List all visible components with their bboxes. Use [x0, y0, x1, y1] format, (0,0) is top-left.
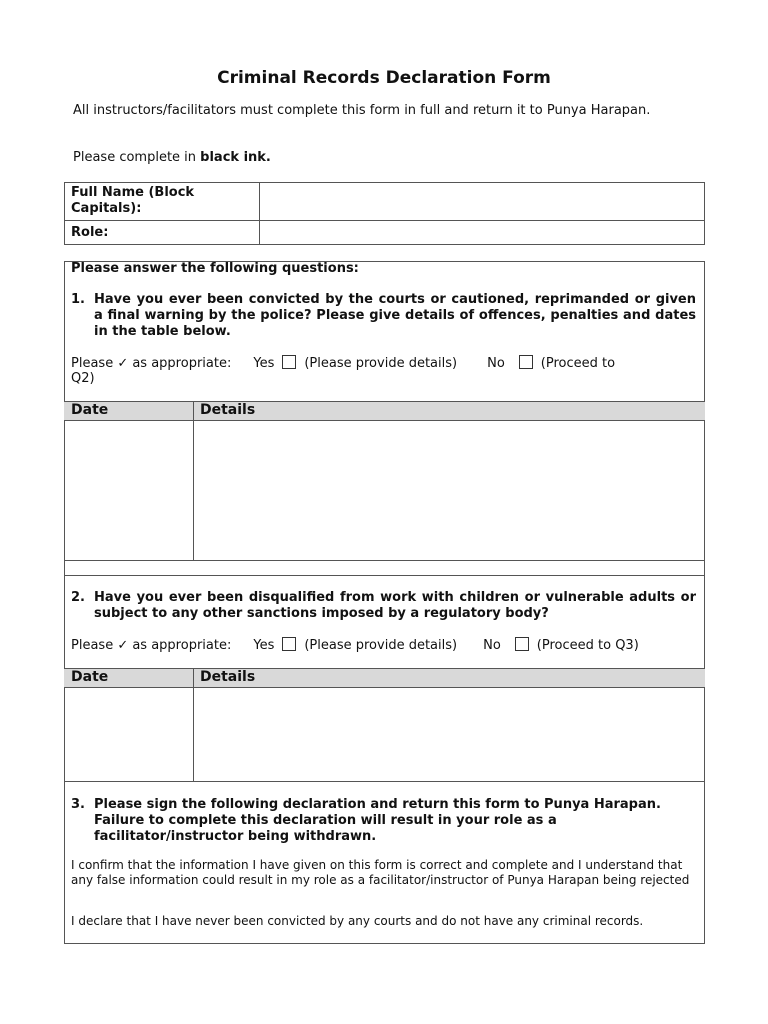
- q1-date-header: Date: [71, 402, 109, 418]
- q1-table-bottom: [64, 560, 705, 561]
- q1-details-cell[interactable]: [194, 421, 704, 559]
- q1-date-cell[interactable]: [65, 421, 193, 559]
- q3-number: 3.: [71, 797, 85, 812]
- full-name-label: Full Name (Block Capitals):: [71, 185, 195, 216]
- full-name-field[interactable]: [260, 183, 704, 220]
- q2-details-cell[interactable]: [194, 688, 704, 780]
- q1-yes-label: Yes: [253, 356, 275, 371]
- q2-yes-label: Yes: [253, 638, 275, 653]
- q1-no-note-wrap: Q2): [71, 371, 95, 386]
- q1-no-note: (Proceed to: [540, 356, 616, 371]
- q2-yes-checkbox[interactable]: [282, 637, 296, 651]
- q2-no-note: (Proceed to Q3): [536, 638, 639, 653]
- q1-table-header: [64, 401, 705, 421]
- q1-no-checkbox[interactable]: [519, 355, 533, 369]
- ink-instruction: [73, 150, 271, 165]
- q2-text: Have you ever been disqualified from work with children or vulnerable adults or subject to any other sanctions imposed by a regulatory body?: [94, 590, 696, 621]
- q2-yes-note: (Please provide details): [304, 638, 458, 653]
- role-label: Role:: [71, 225, 109, 240]
- q1-spacer-bottom: [64, 575, 705, 576]
- q2-table-header: [64, 668, 705, 688]
- q1-prompt: Please ✓ as appropriate:: [71, 356, 232, 371]
- q1-yes-checkbox[interactable]: [282, 355, 296, 369]
- q1-no-label: No: [487, 356, 505, 371]
- q3-text: Please sign the following declaration and return this form to Punya Harapan. Failure to complete this declaration will result in your role as a facilitator/instructor being withdrawn.: [94, 797, 661, 844]
- q2-no-checkbox[interactable]: [515, 637, 529, 651]
- questions-intro: Please answer the following questions:: [71, 261, 359, 276]
- q1-text: Have you ever been convicted by the courts or cautioned, reprimanded or given a final warning by the police? Please give details of offences, penalties and dates in the table below.: [94, 292, 696, 339]
- intro-text: All instructors/facilitators must complete this form in full and return it to Punya Harapan.: [73, 103, 651, 118]
- q2-answer-row: [71, 637, 639, 653]
- q2-date-cell[interactable]: [65, 688, 193, 780]
- q2-no-label: No: [483, 638, 501, 653]
- ink-prefix: Please complete in: [73, 150, 201, 165]
- q1-answer-row: [71, 355, 615, 371]
- q2-number: 2.: [71, 590, 85, 605]
- q2-details-header: Details: [200, 669, 256, 685]
- q1-yes-note: (Please provide details): [304, 356, 458, 371]
- ink-bold: black ink.: [200, 150, 271, 165]
- q2-table-bottom: [64, 781, 705, 782]
- q3-declare-text: I declare that I have never been convicted by any courts and do not have any criminal records.: [71, 914, 644, 928]
- q1-details-header: Details: [200, 402, 256, 418]
- page-title: Criminal Records Declaration Form: [217, 68, 551, 88]
- q2-prompt: Please ✓ as appropriate:: [71, 638, 232, 653]
- q3-confirm-text: I confirm that the information I have given on this form is correct and complete and I understand that any false information could result in my role as a facilitator/instructor of Punya Harapan being rejected: [71, 858, 690, 887]
- q2-date-header: Date: [71, 669, 109, 685]
- q1-number: 1.: [71, 292, 85, 307]
- role-field[interactable]: [260, 221, 704, 244]
